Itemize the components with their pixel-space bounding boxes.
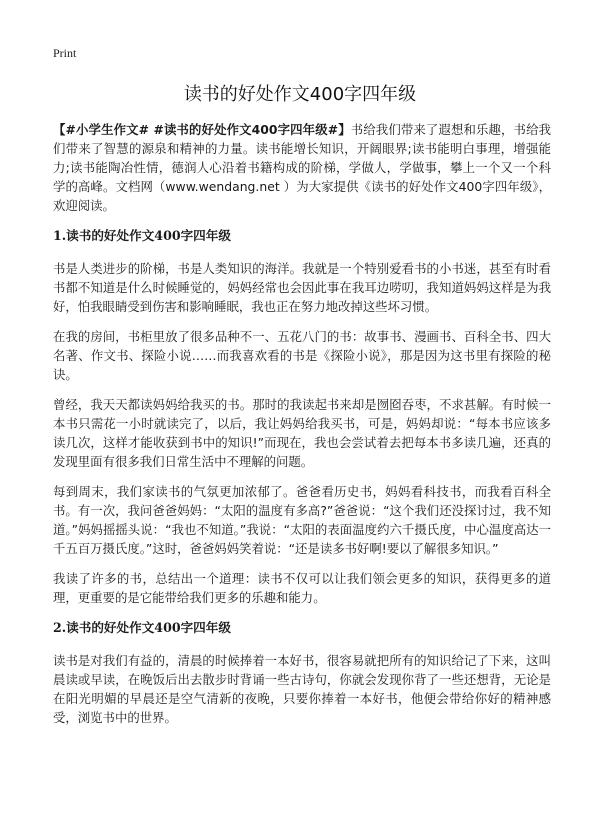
article-body [53, 120, 551, 738]
section-1-paragraph-2: 在我的房间，书柜里放了很多品种不一、五花八门的书：故事书、漫画书、百科全书、四大名著、作文书、探险小说……而我喜欢看的书是《探险小说》，那是因为这书里有探险的秘诀。 [53, 329, 551, 382]
section-1-paragraph-4: 每到周末，我们家读书的气氛更加浓郁了。爸爸看历史书，妈妈看科技书，而我看百科全书。有一次，我问爸爸妈妈：“太阳的温度有多高?”爸爸说：“这个我们还没探讨过，我不知道。”妈妈摇摇头说：“我也不知道。”我说：“太阳的表面温度约六千摄氏度，中心温度高达一千五百万摄氏度。”这时，爸爸妈妈笑着说：“还是读多书好啊!要以了解很多知识。” [53, 484, 551, 556]
section-1-paragraph-1: 书是人类进步的阶梯，书是人类知识的海洋。我就是一个特别爱看书的小书迷，甚至有时看书都不知道是什么时候睡觉的，妈妈经常也会因此事在我耳边唠叨，我知道妈妈这样是为我好，怕我眼睛受到伤害和影响睡眠，我也正在努力地改掉这些坏习惯。 [53, 261, 551, 314]
section-1-paragraph-3: 曾经，我天天都读妈妈给我买的书。那时的我读起书来却是囫囵吞枣，不求甚解。有时候一本书只需花一小时就读完了，以后，我让妈妈给我买书，可是，妈妈却说：“每本书应该多读几次，这样才能收获到书中的知识!”而现在，我也会尝试着去把每本书多读几遍，还真的发现里面有很多我们日常生活中不理解的问题。 [53, 397, 551, 469]
intro-paragraph [53, 120, 551, 215]
section-1-paragraph-5: 我读了许多的书，总结出一个道理：读书不仅可以让我们领会更多的知识，获得更多的道理，更重要的是它能带给我们更多的乐趣和能力。 [53, 571, 551, 605]
intro-text: 书给我们带来了遐想和乐趣，书给我们带来了智慧的源泉和精神的力量。读书能增长知识，开阔眼界;读书能明白事理，增强能力;读书能陶冶性情，德润人心沿着书籍构成的阶梯，学做人，学做事，攀上一个又一个科学的高峰。文档网（www.wendang.net ）为大家提供《读书的好处作文400字四年级》，欢迎阅读。 [53, 122, 551, 213]
intro-tags: 【#小学生作文# #读书的好处作文400字四年级#】 [53, 122, 351, 137]
section-heading-1: 1.读书的好处作文400字四年级 [53, 228, 231, 243]
print-link[interactable]: Print [53, 46, 77, 60]
section-2-paragraph-1: 读书是对我们有益的，清晨的时候捧着一本好书，很容易就把所有的知识给记了下来，这叫晨读或早读，在晚饭后出去散步时背诵一些古诗句，你就会发现你背了一些还想背，无论是在阳光明媚的早晨还是空气清新的夜晚，只要你捧着一本好书，他便会带给你好的精神感受，浏览书中的世界。 [53, 653, 551, 725]
section-heading-2: 2.读书的好处作文400字四年级 [53, 620, 231, 635]
page-title: 读书的好处作文400字四年级 [183, 84, 417, 105]
